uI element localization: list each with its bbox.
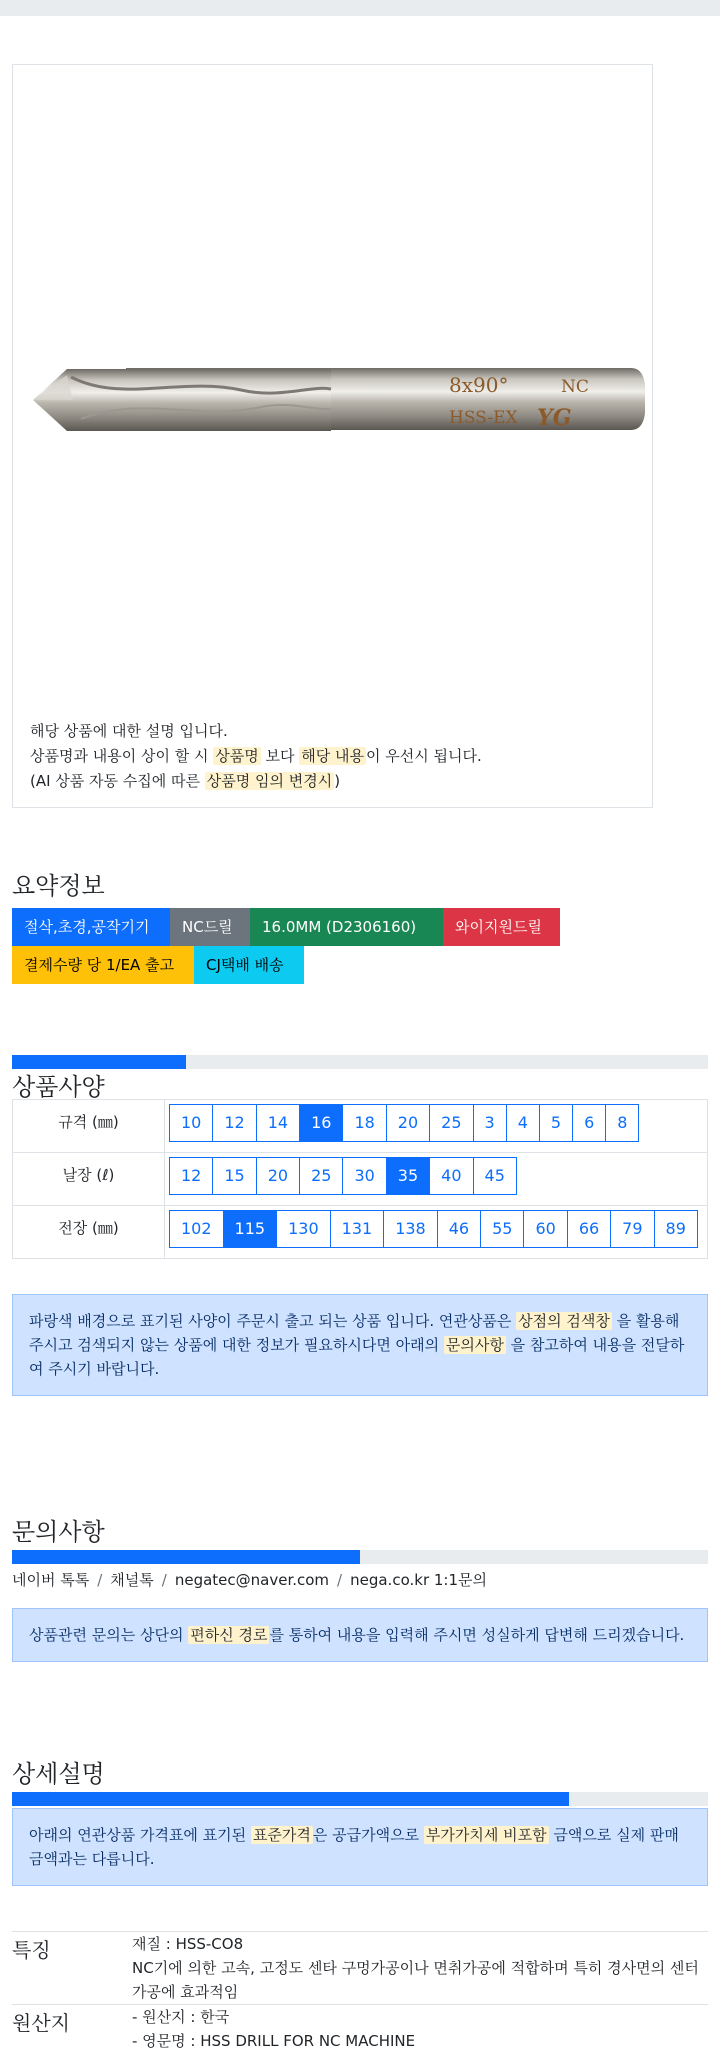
highlight-search: 상점의 검색창 [518,1312,610,1330]
inquiry-progress-bar [12,1550,708,1564]
notice-text: 을 참고하여 내용을 전달하여 주시기 바랍니다. [29,1336,685,1378]
product-image-panel [12,64,653,808]
highlight-product-name: 상품명 [215,747,259,765]
spec-option[interactable]: 8 [605,1104,639,1142]
spec-option[interactable]: 12 [212,1104,256,1142]
feature-row [12,2005,708,2050]
highlight-inquiry: 문의사항 [445,1336,504,1354]
drill-brand-logo: YG [537,405,572,431]
feature-line: - 영문명 : HSS DRILL FOR NC MACHINE [132,2032,416,2050]
spec-options-flute [165,1153,708,1206]
desc-text: 보다 [260,747,300,765]
desc-line-3 [30,769,482,794]
notice-text: 파랑색 배경으로 표기된 사양이 주문시 출고 되는 상품 입니다. 연관상품은 [29,1312,517,1330]
spec-option[interactable]: 12 [169,1157,213,1195]
spec-row-size [13,1100,708,1153]
spec-row-flute [13,1153,708,1206]
spec-option[interactable]: 30 [342,1157,386,1195]
product-description [30,719,482,794]
spec-option[interactable]: 131 [330,1210,385,1248]
spec-option[interactable]: 25 [299,1157,343,1195]
spec-option[interactable]: 130 [276,1210,331,1248]
desc-line-2 [30,744,482,769]
desc-line-1: 해당 상품에 대한 설명 입니다. [30,722,228,740]
separator: / [161,1571,167,1589]
feature-line: NC기에 의한 고속, 고정도 센타 구멍가공이나 면취가공에 적합하며 특히 경사면의 센터가공에 효과적임 [132,1959,699,2001]
badge-size: 16.0MM (D2306160) [250,908,443,946]
feature-key: 원산지 [12,2011,70,2035]
highlight-vat: 부가가치세 비포함 [425,1826,547,1844]
feature-value [132,2005,708,2050]
spec-option[interactable]: 20 [256,1157,300,1195]
drill-size-marking: 8x90° [449,373,509,397]
spec-option[interactable]: 45 [473,1157,517,1195]
spec-option[interactable]: 3 [473,1104,507,1142]
contact-channel-talk[interactable]: 채널톡 [110,1571,154,1589]
feature-key: 특징 [12,1938,51,1962]
badge-type: NC드릴 [170,908,250,946]
spec-option[interactable]: 35 [386,1157,430,1195]
spec-option[interactable]: 6 [572,1104,606,1142]
highlight-name-change: 상품명 임의 변경시 [206,772,333,790]
spec-option[interactable]: 89 [654,1210,698,1248]
spec-option[interactable]: 46 [437,1210,481,1248]
spec-label-size: 규격 (㎜) [13,1100,165,1153]
contact-site-inquiry[interactable]: nega.co.kr 1:1문의 [350,1571,487,1589]
spec-row-length [13,1206,708,1259]
highlight-content: 해당 내용 [301,747,364,765]
notice-text: 아래의 연관상품 가격표에 표기된 [29,1826,251,1844]
notice-text: 를 통하여 내용을 입력해 주시면 성실하게 답변해 드리겠습니다. [269,1626,685,1644]
notice-text: 상품관련 문의는 상단의 [29,1626,189,1644]
spec-table [12,1099,708,1259]
feature-line: 재질 : HSS-CO8 [132,1935,244,1953]
drill-nc-marking: NC [561,377,589,397]
feature-row [12,1932,708,2005]
drill-material-marking: HSS-EX [449,408,518,428]
badge-quantity: 결제수량 당 1/EA 출고 [12,946,194,984]
spec-option[interactable]: 102 [169,1210,224,1248]
spec-progress-bar [12,1055,708,1069]
spec-label-length: 전장 (㎜) [13,1206,165,1259]
spec-option[interactable]: 4 [506,1104,540,1142]
inquiry-title: 문의사항 [12,1518,105,1546]
spec-option[interactable]: 18 [342,1104,386,1142]
badge-category: 절삭,초경,공작기기 [12,908,170,946]
inquiry-progress-fill [12,1550,360,1564]
spec-option[interactable]: 66 [567,1210,611,1248]
notice-text: 금액으로 실제 판매금액과는 다릅니다. [29,1826,679,1868]
spec-option[interactable]: 14 [256,1104,300,1142]
spec-options-length [165,1206,708,1259]
drill-product-image [31,345,645,455]
detail-progress-fill [12,1792,569,1806]
spec-option[interactable]: 40 [429,1157,473,1195]
spec-option[interactable]: 79 [610,1210,654,1248]
spec-option[interactable]: 138 [383,1210,438,1248]
spec-label-flute: 날장 (ℓ) [13,1153,165,1206]
badge-shipping: CJ택배 배송 [194,946,304,984]
top-bar [0,0,720,16]
highlight-standard-price: 표준가격 [252,1826,311,1844]
separator: / [337,1571,343,1589]
spec-option[interactable]: 60 [523,1210,567,1248]
spec-title: 상품사양 [12,1073,105,1101]
highlight-route: 편하신 경로 [190,1626,268,1644]
contact-email[interactable]: negatec@naver.com [174,1571,330,1589]
badge-brand: 와이지원드릴 [443,908,560,946]
notice-text: 은 공급가액으로 [312,1826,424,1844]
spec-notice [12,1294,708,1396]
spec-option[interactable]: 5 [539,1104,573,1142]
desc-text: ) [334,772,341,790]
spec-option[interactable]: 25 [429,1104,473,1142]
desc-text: 이 우선시 됩니다. [365,747,482,765]
contact-naver-talk[interactable]: 네이버 톡톡 [12,1571,90,1589]
summary-title: 요약정보 [12,872,105,900]
detail-title: 상세설명 [12,1760,105,1788]
separator: / [97,1571,103,1589]
spec-option[interactable]: 10 [169,1104,213,1142]
desc-text: 상품명과 내용이 상이 할 시 [30,747,214,765]
detail-notice [12,1808,708,1886]
feature-line: - 원산지 : 한국 [132,2008,230,2026]
spec-options-size [165,1100,708,1153]
feature-value [132,1932,708,2004]
spec-option[interactable]: 16 [299,1104,343,1142]
desc-text: (AI 상품 자동 수집에 따른 [30,772,205,790]
contact-links [12,1569,487,1590]
detail-progress-bar [12,1792,708,1806]
notice-text: 을 활용해 주시고 검색되지 않는 상품에 대한 정보가 필요하시다면 아래의 [29,1312,680,1354]
feature-table [12,1931,708,2050]
spec-option[interactable]: 20 [386,1104,430,1142]
spec-option[interactable]: 115 [223,1210,278,1248]
spec-option[interactable]: 55 [480,1210,524,1248]
spec-option[interactable]: 15 [212,1157,256,1195]
inquiry-notice [12,1608,708,1662]
